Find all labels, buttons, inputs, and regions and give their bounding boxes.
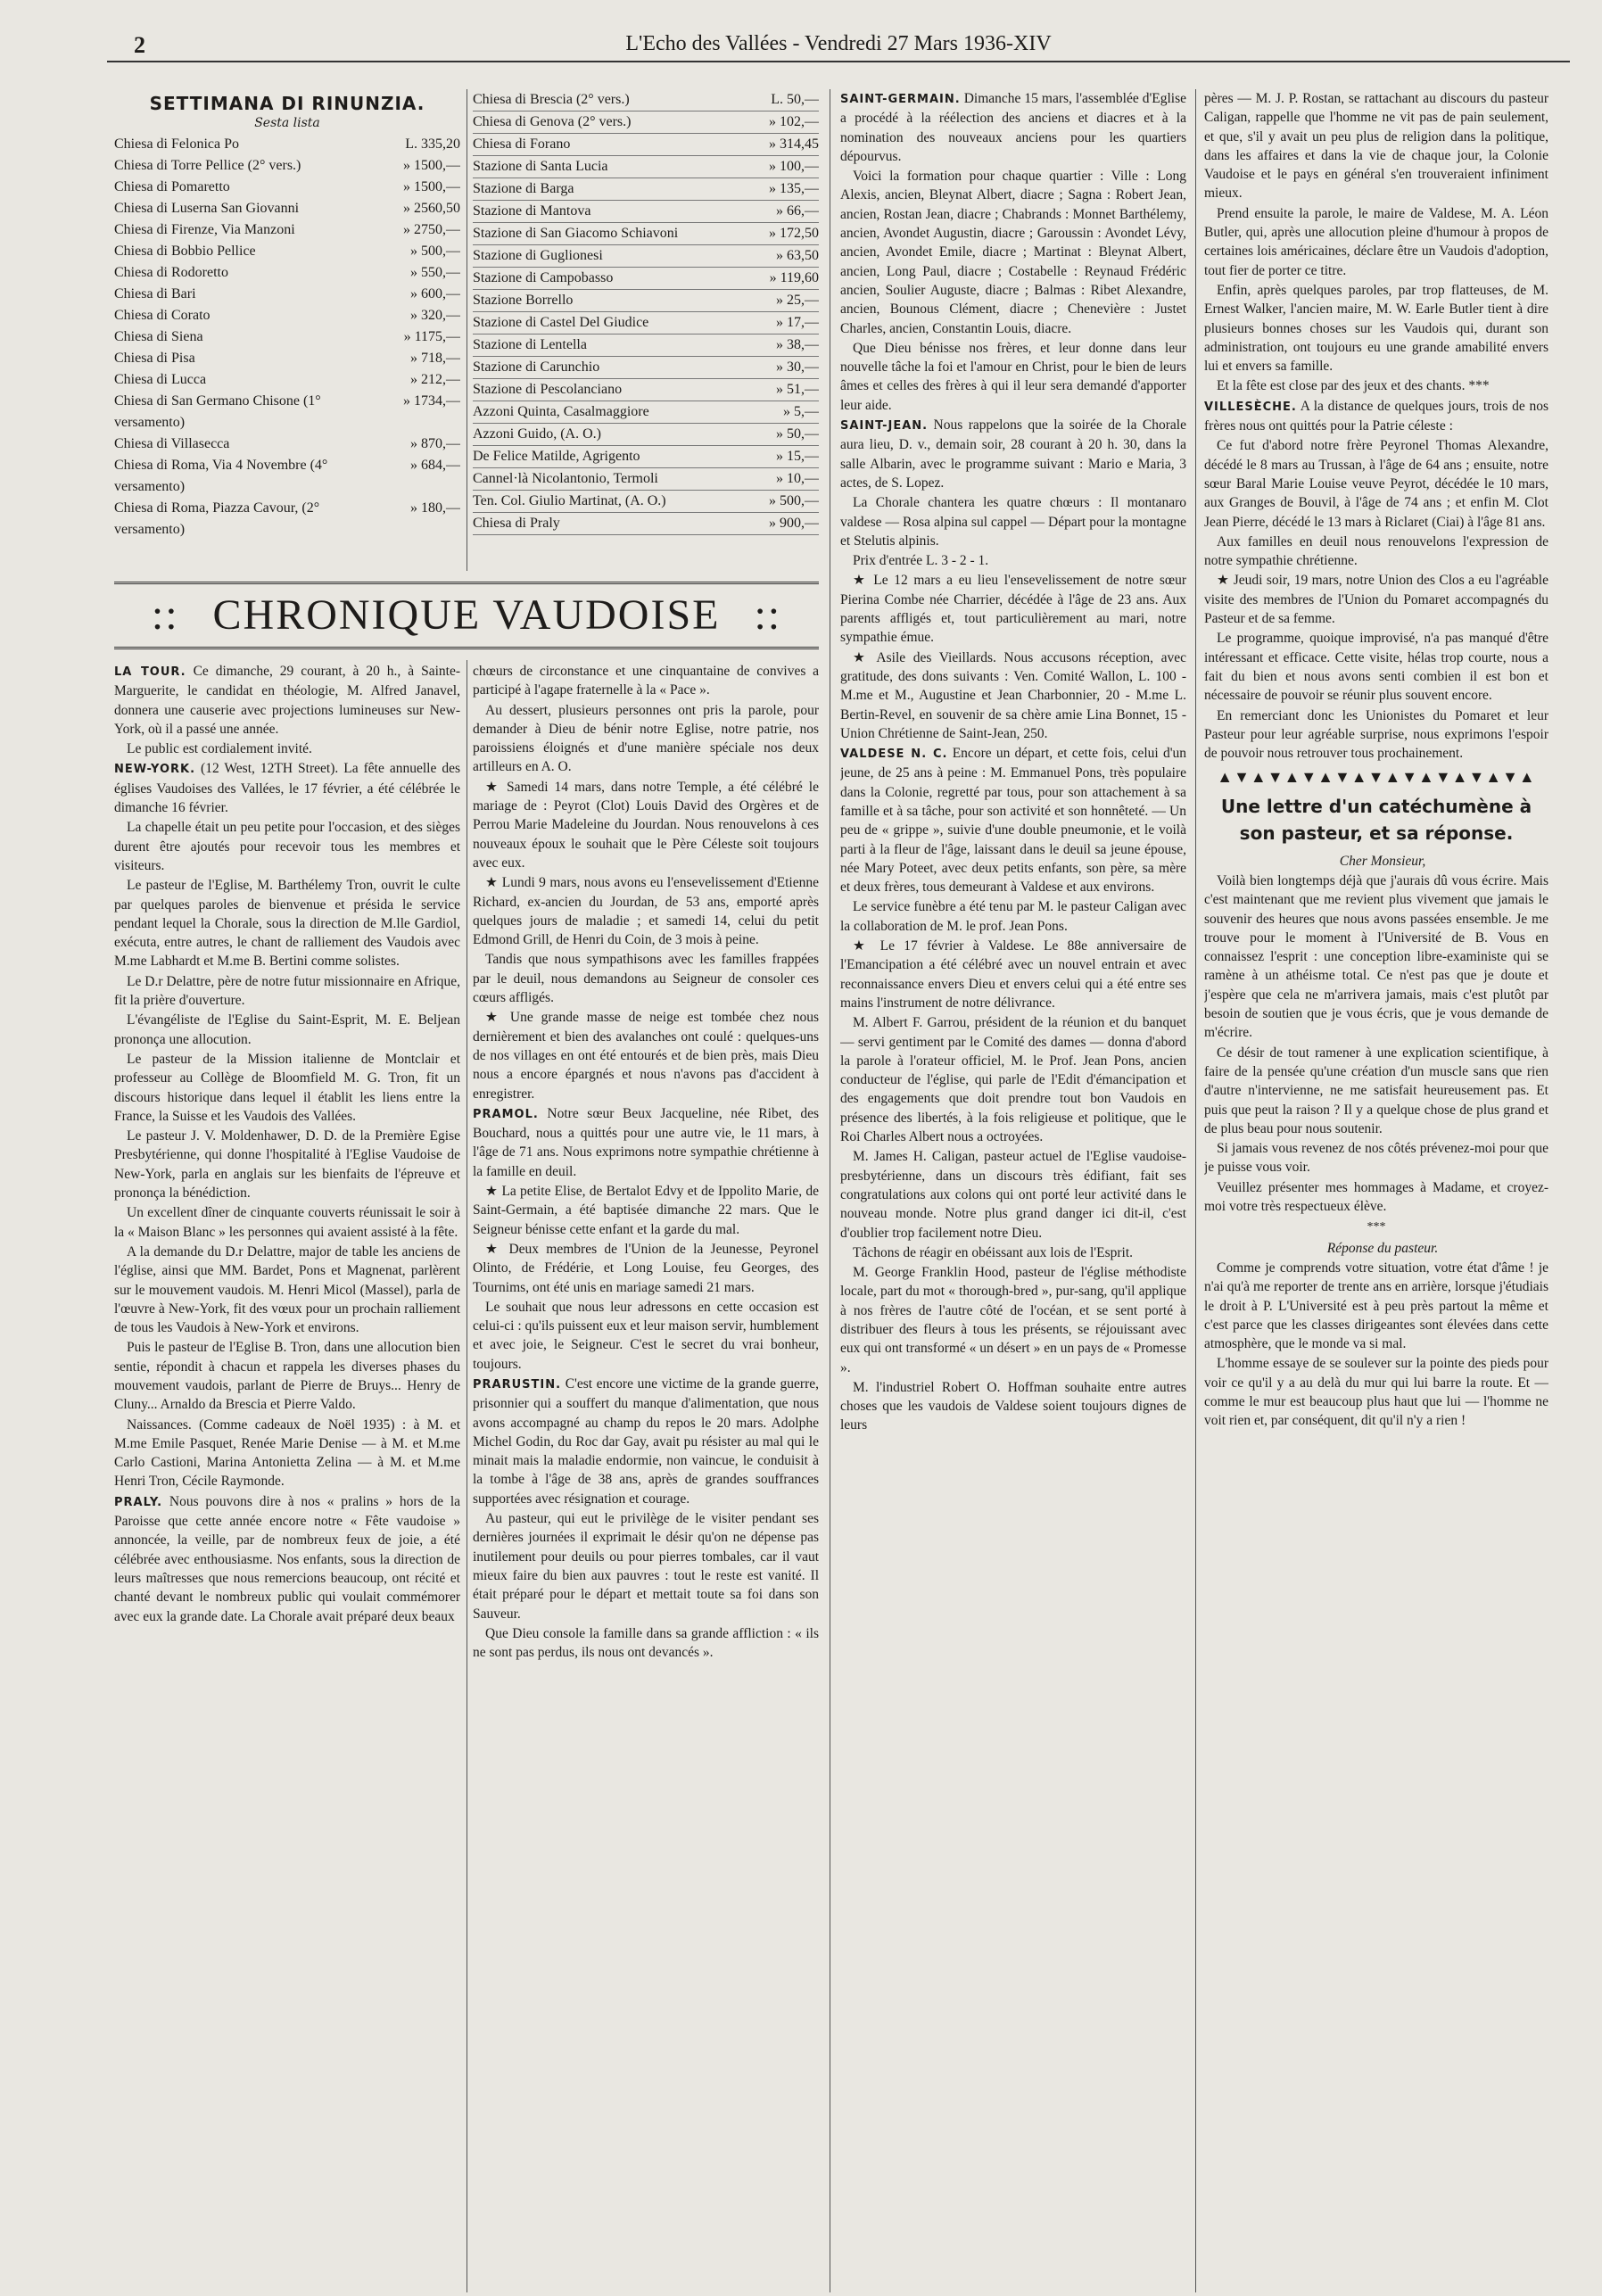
ledger-row — [473, 424, 819, 446]
ledger-amount: » 718,— — [410, 351, 460, 366]
ledger-amount: » 119,60 — [769, 270, 819, 285]
article-text: Nous pouvons dire à nos « pralins » hors de la Paroisse que cette année encore notre « Fête vaudoise » annoncée, la veille, par de nombreux feux de joie, a été célébrée avec enthousiasme. Nos enfants, sous la direction de leurs maîtresses que nous remercions beaucoup, ont récité et chanté devant le nombreux public qui voulait commémorer avec eux la grande date. La Chorale avait préparé deux beaux — [114, 1493, 460, 1624]
letter-paragraph: Comme je comprends votre situation, votre état d'âme ! je n'ai qu'à me reporter de trente ans en arrière, lorsque j'étudiais le droit à P. L'Université est à peu près partout la même et c'est parce que les classes dirigeantes sont élevées dans cette atmosphère, que le monde va si mal. — [1204, 1259, 1548, 1352]
section-stars: *** — [1367, 1220, 1386, 1235]
article-paragraph — [473, 701, 819, 777]
article-text: Enfin, après quelques paroles, par trop flatteuses, de M. Ernest Walker, l'ancien maire, M. W. Earle Butler tient à dire plusieurs bonnes choses sur les Vaudois qui, durant son administration, ont toujours eu une grande amabilité envers lui et envers sa famille. — [1204, 282, 1548, 375]
article-paragraph — [840, 551, 1186, 570]
ledger-row — [473, 357, 819, 379]
article-paragraph — [473, 1375, 819, 1508]
article-paragraph — [114, 1011, 460, 1049]
article-column-1 — [114, 662, 460, 2294]
column-4-news — [1204, 89, 1548, 763]
article-paragraph — [1204, 629, 1548, 705]
ledger-amount: » 66,— — [776, 203, 819, 219]
ledger-row — [473, 178, 819, 201]
article-paragraph — [1204, 706, 1548, 764]
reponse-title: Réponse du pasteur. — [1326, 1240, 1439, 1256]
ledger-label: Chiesa di San Germano Chisone (1° versamento) — [114, 393, 321, 430]
article-text: (12 West, 12TH Street). La fête annuelle des églises Vaudoises des Vallées, le 17 février, a été célébrée le dimanche 16 février. — [114, 761, 460, 816]
article-text: Le public est cordialement invité. — [127, 741, 312, 757]
ledger-label: Azzoni Quinta, Casalmaggiore — [473, 404, 649, 419]
ledger-amount: » 135,— — [769, 181, 819, 196]
ledger-label: Azzoni Guido, (A. O.) — [473, 426, 601, 442]
article-text: Que Dieu console la famille dans sa grande affliction : « ils ne sont pas perdus, ils nous ont devancés ». — [473, 1625, 819, 1661]
article-paragraph — [840, 1147, 1186, 1242]
article-paragraph — [114, 1050, 460, 1126]
article-heading: PRAMOL. — [473, 1107, 539, 1121]
article-paragraph — [114, 818, 460, 875]
ledger-label: Stazione di Carunchio — [473, 359, 600, 375]
ledger-amount: » 38,— — [776, 337, 819, 352]
ledger-label: Chiesa di Luserna San Giovanni — [114, 201, 300, 216]
article-text: ★ Jeudi soir, 19 mars, notre Union des Clos a eu l'agréable visite des membres de l'Union du Pomaret accompagnés du Pasteur et de sa femme. — [1204, 573, 1548, 627]
article-paragraph — [840, 339, 1186, 415]
article-paragraph — [114, 1127, 460, 1202]
article-text: Prend ensuite la parole, le maire de Valdese, M. A. Léon Butler, qui, après une allocution pleine d'humour à propos de certaines lois américaines, déclare être un Vaudois d'adoption, tout fier de porter ce titre. — [1204, 205, 1548, 278]
ledger-row — [114, 241, 460, 262]
article-paragraph — [1204, 533, 1548, 571]
article-paragraph — [1204, 376, 1548, 395]
article-paragraph — [1204, 204, 1548, 280]
article-paragraph — [840, 937, 1186, 1012]
ledger-amount: » 30,— — [776, 359, 819, 375]
settimana-ledger-right-wrap — [473, 89, 819, 575]
ledger-label: Chiesa di Lucca — [114, 372, 207, 387]
ledger-label: Chiesa di Roma, Piazza Cavour, (2° versamento) — [114, 500, 320, 537]
article-paragraph — [840, 897, 1186, 936]
article-paragraph — [1204, 571, 1548, 628]
article-text: Voici la formation pour chaque quartier : Ville : Long Alexis, ancien, Bleynat Albert, diacre ; Sagna : Robert Jean, ancien, Rostan Jean, diacre ; Chabrands : Monnet Barthélemy, ancien, Avondet Augustin, diacre ; Garoussin : Avondet Lévy, ancien, Avondet Emile, diacre ; Martinat : Bleynat Albert, ancien, Long Paul, diacre ; Costabelle : Reynaud Frédéric ancien, Soulier Auguste, diacre ; Balmas : Ribet Alexandre, ancien, Bounous Clément, diacre ; Chenevière : Justet Charles, ancien, Constantin Louis, diacre. — [840, 169, 1186, 336]
ledger-row — [114, 284, 460, 305]
ledger-label: Chiesa di Felonica Po — [114, 136, 239, 152]
ledger-row — [473, 156, 819, 178]
settimana-section — [114, 89, 460, 575]
ledger-label: Chiesa di Brescia (2° vers.) — [473, 92, 630, 107]
ledger-row — [114, 155, 460, 177]
article-text: Aux familles en deuil nous renouvelons l'expression de notre sympathie chrétienne. — [1204, 533, 1548, 569]
article-text: Ce fut d'abord notre frère Peyronel Thomas Alexandre, décédé le 8 mars au Trussan, à l'âge de 64 ans ; ensuite, notre sœur Baral Marie Louise veuve Peyrot, décédée le 10 mars, aux Granges de Bouvil, à l'âge de 74 ans ; et enfin M. Clot Jean Pierre, décédé le 13 mars à Riclaret (Ciai) à l'âge 81 ans. — [1204, 438, 1548, 530]
article-paragraph — [473, 1509, 819, 1623]
ledger-amount: » 212,— — [410, 372, 460, 387]
article-paragraph — [473, 1008, 819, 1103]
article-paragraph — [840, 416, 1186, 492]
article-paragraph — [114, 739, 460, 758]
ledger-row — [473, 491, 819, 513]
article-paragraph — [1204, 89, 1548, 203]
ledger-row — [114, 177, 460, 198]
ledger-amount: » 320,— — [410, 308, 460, 323]
article-text: Un excellent dîner de cinquante couverts réunissait le soir à la « Maison Blanc » les personnes qui avaient assisté à la fête. — [114, 1205, 460, 1240]
article-paragraph — [840, 89, 1186, 166]
ledger-label: Chiesa di Bobbio Pellice — [114, 244, 256, 259]
ledger-label: Chiesa di Torre Pellice (2° vers.) — [114, 158, 301, 173]
article-paragraph — [114, 759, 460, 817]
settimana-ledger-right — [473, 89, 819, 535]
ornament-divider: ▲▼▲▼▲▼▲▼▲▼▲▼▲▼▲▼▲▼▲ — [1217, 768, 1536, 787]
ledger-amount: » 500,— — [410, 244, 460, 259]
ledger-row — [114, 198, 460, 219]
ledger-amount: » 550,— — [410, 265, 460, 280]
article-paragraph — [1204, 281, 1548, 376]
ledger-amount: » 2560,50 — [403, 201, 460, 216]
lettre-body — [1204, 871, 1548, 1216]
article-text: M. George Franklin Hood, pasteur de l'église méthodiste locale, part du mot « thorough-bred », pur-sang, qu'il applique à nos frères de l'autre côté de l'océan, et se sent porté à distribuer des fleurs à tous les présents, se réjouissant avec eux qui ont transformé « un désert » en un pays de « Promesse ». — [840, 1265, 1186, 1375]
article-text: C'est encore une victime de la grande guerre, prisonnier qui a souffert du manque d'alimentation, que nous avons accompagné au champ du repos le 20 mars. Adolphe Michel Godin, du Roc dar Gay, avait pu résister au mal qui le minait mais la maladie endormie, non vaincue, le conduisit à la tombe à l'âge de 38 ans, après de grandes souffrances supportées avec résignation et courage. — [473, 1375, 819, 1507]
ledger-label: Stazione di Campobasso — [473, 270, 614, 285]
article-text: A la demande du D.r Delattre, major de table les anciens de l'église, ainsi que MM. Bardet, Pons et Magnenat, parlèrent sur le mouvement vaudois. M. Henri Micol (Massel), parla de l'œuvre à New-York, fit des vœux pour un prochain ralliement de tous les Vaudois à New-York et environs. — [114, 1243, 460, 1336]
article-paragraph — [840, 744, 1186, 896]
ledger-label: Chiesa di Villasecca — [114, 436, 230, 451]
article-text: Tandis que nous sympathisons avec les familles frappées par le deuil, nous demandons au Seigneur de consoler ces cœurs affligés. — [473, 952, 819, 1006]
settimana-title: SETTIMANA DI RINUNZIA. — [149, 93, 425, 114]
ledger-label: Chiesa di Rodoretto — [114, 265, 228, 280]
banner-left-mark: :: — [151, 591, 179, 639]
ledger-label: Stazione di San Giacomo Schiavoni — [473, 226, 679, 241]
ledger-amount: » 1500,— — [403, 158, 460, 173]
ledger-amount: » 2750,— — [403, 222, 460, 237]
article-paragraph — [840, 648, 1186, 743]
ledger-amount: » 600,— — [410, 286, 460, 301]
ledger-row — [473, 334, 819, 357]
article-paragraph — [840, 1263, 1186, 1377]
ledger-amount: » 102,— — [769, 114, 819, 129]
ledger-row — [114, 262, 460, 284]
ledger-label: Chiesa di Firenze, Via Manzoni — [114, 222, 295, 237]
ledger-amount: » 10,— — [776, 471, 819, 486]
article-text: Le pasteur de l'Eglise, M. Barthélemy Tron, ouvrit le culte par quelques paroles de bienvenue et présida le service pendant lequel la Chorale, sous la direction de M.lle Gardiol, exécuta, entre autres, le chant de ralliement des Vaudois avec M.me Labhardt et M.me B. Bertini comme solistes. — [114, 878, 460, 970]
ledger-amount: » 63,50 — [776, 248, 819, 263]
page-number: 2 — [134, 32, 145, 58]
article-text: La Chorale chantera les quatre chœurs : Il montanaro valdese — Rosa alpina sul cappel — Départ pour la montagne et Stelutis alpinis. — [840, 495, 1186, 549]
ledger-label: Stazione di Barga — [473, 181, 574, 196]
ledger-amount: » 684,— — [410, 458, 460, 473]
ledger-amount: » 870,— — [410, 436, 460, 451]
article-paragraph — [840, 167, 1186, 338]
ledger-label: Stazione di Santa Lucia — [473, 159, 608, 174]
ledger-row — [473, 201, 819, 223]
banner-title: CHRONIQUE VAUDOISE — [212, 591, 721, 639]
ledger-row — [114, 391, 460, 434]
ledger-row — [114, 326, 460, 348]
article-paragraph — [114, 1492, 460, 1626]
ledger-amount: » 500,— — [769, 493, 819, 508]
ledger-amount: » 50,— — [776, 426, 819, 442]
article-column-2 — [473, 662, 819, 2294]
article-text: Notre sœur Beux Jacqueline, née Ribet, des Bouchard, nous a quittés pour une autre vie, le 11 mars, à l'âge de 71 ans. Nous exprimons notre sympathie chrétienne à la famille en deuil. — [473, 1105, 819, 1179]
article-paragraph — [840, 1013, 1186, 1146]
article-text: M. James H. Caligan, pasteur actuel de l'Eglise vaudoise-presbytérienne, dans un discours très édifiant, fait ses congratulations aux colons qui ont porté leur activité dans le nouveau monde. Notre plus grand danger ici dit-il, c'est d'oublier trop facilement notre Dieu. — [840, 1149, 1186, 1241]
article-paragraph — [473, 1182, 819, 1239]
article-text: L'évangéliste de l'Eglise du Saint-Esprit, M. E. Beljean prononça une allocution. — [114, 1012, 460, 1047]
article-paragraph — [473, 1298, 819, 1374]
ledger-label: Stazione di Mantova — [473, 203, 591, 219]
ledger-amount: L. 335,20 — [405, 136, 460, 152]
newspaper-title: L'Echo des Vallées - Vendredi 27 Mars 1936-XIV — [625, 32, 1052, 55]
article-heading: NEW-YORK. — [114, 763, 196, 777]
article-text: Et la fête est close par des jeux et des chants. *** — [1217, 378, 1490, 394]
ledger-row — [114, 455, 460, 498]
letter-paragraph: Si jamais vous revenez de nos côtés prévenez-moi pour que je puisse vous voir. — [1204, 1141, 1548, 1176]
ledger-label: Chiesa di Corato — [114, 308, 211, 323]
article-text: Puis le pasteur de l'Eglise B. Tron, dans une allocution bien sentie, répondit à chacun et rappela les diverses phases du mouvement vaudois, parlant de Pierre de Bruys... Henry de Cluny... Arnaldo da Brescia et Pierre Valdo. — [114, 1340, 460, 1413]
article-paragraph — [114, 1243, 460, 1337]
article-paragraph — [840, 1243, 1186, 1262]
column-rule — [1195, 89, 1196, 2292]
ledger-label: Chiesa di Forano — [473, 136, 571, 152]
settimana-ledger-left — [114, 134, 460, 541]
ledger-label: Chiesa di Pomaretto — [114, 179, 230, 194]
article-text: Encore un départ, et cette fois, celui d'un jeune, de 25 ans à peine : M. Emmanuel Pons, très populaire dans la Colonie, regretté par tous, pour son attachement à sa famille et à sa tâche, pour son activité et son honnêteté. — Un peu de « grippe », suivie d'une double pneumonie, et le voilà parti à la fleur de l'âge, laissant dans le deuil sa jeune épouse, née Mary Poteet, avec deux petits enfants, son père, sa mère et deux frères, tous demeurant à Valdese et aux environs. — [840, 746, 1186, 896]
article-heading: PRALY. — [114, 1495, 163, 1509]
ledger-row — [473, 89, 819, 111]
ledger-label: Chiesa di Praly — [473, 516, 560, 531]
article-text: Le programme, quoique improvisé, n'a pas manqué d'être intéressant et efficace. Cette visite, hélas trop courte, nous a fait du bien et nous avons senti combien il est bon et nécessaire de pouvoir se réunir plus souvent encore. — [1204, 631, 1548, 704]
article-paragraph — [473, 778, 819, 872]
letter-paragraph: Voilà bien longtemps déjà que j'aurais dû vous écrire. Mais c'est maintenant que me revient plus vivement que jamais le souvenir des heures que nous avons passées ensemble. Je me trouve pour le moment à l'Université de B. Vous en connaissez l'esprit : une conception libre-exaministe qui se ramène à un athéisme total. Ce n'est pas que je doute et j'espère que cela ne m'arrivera jamais, mais c'est plutôt par besoin de soutien que je vous écris, que je vous demande de m'écrire. — [1204, 872, 1548, 1041]
ledger-row — [473, 134, 819, 156]
article-paragraph — [114, 662, 460, 739]
ledger-amount: » 1734,— — [403, 393, 460, 409]
article-text: ★ Une grande masse de neige est tombée chez nous dernièrement et bien des avalanches ont coulé : quelques-uns de nos villages en ont été entourés et de bien près, mais Dieu nous a encore épargnés et nous n'avons pas d'accident à enregistrer. — [473, 1010, 819, 1102]
article-paragraph — [473, 950, 819, 1007]
article-text: pères — M. J. P. Rostan, se rattachant au discours du pasteur Caligan, rappelle que l'homme ne vit pas de pain seulement, et que, s'il y avait un peu plus de religion dans la politique, dans les affaires et dans la vie de chaque jour, la Colonie Vaudoise et le pays en général s'en trouveraient infiniment mieux. — [1204, 91, 1548, 202]
article-paragraph — [473, 1104, 819, 1181]
article-text: Naissances. (Comme cadeaux de Noël 1935) : à M. et M.me Emile Pasquet, Renée Marie Denise — à M. et M.me Carlo Castioni, Marina Antonietta Zelina — à M. et M.me Henri Tron, Cécile Raymonde. — [114, 1416, 460, 1490]
ledger-label: De Felice Matilde, Agrigento — [473, 449, 640, 464]
article-text: Ce dimanche, 29 courant, à 20 h., à Sainte-Marguerite, le candidat en théologie, M. Alfred Janavel, donnera une causerie avec projections lumineuses sur New-York, où il a passé une année. — [114, 664, 460, 737]
ledger-amount: » 25,— — [776, 293, 819, 308]
letter-paragraph: L'homme essaye de se soulever sur la pointe des pieds pour voir ce qu'il y a au delà du mur qui lui barre la route. Et — comme le mur est beaucoup plus haut que lui — l'homme ne voit rien et, par conséquent, dit qu'il n'y a rien ! — [1204, 1356, 1548, 1429]
ledger-amount: » 51,— — [776, 382, 819, 397]
reponse-body — [1204, 1259, 1548, 1431]
ledger-label: Stazione di Pescolanciano — [473, 382, 623, 397]
ledger-amount: » 100,— — [769, 159, 819, 174]
letter-paragraph: Veuillez présenter mes hommages à Madame, et croyez-moi votre très respectueux élève. — [1204, 1179, 1548, 1215]
ledger-row — [473, 401, 819, 424]
article-paragraph — [473, 1624, 819, 1663]
ledger-row — [473, 446, 819, 468]
article-text: Tâchons de réagir en obéissant aux lois de l'Esprit. — [853, 1244, 1133, 1260]
article-paragraph — [114, 876, 460, 970]
article-text: ★ Le 17 février à Valdese. Le 88e anniversaire de l'Emancipation a été célébré avec un nouvel entrain et avec reconnaissance envers Dieu et envers celui qui a été entre ses mains l'instrument de notre délivrance. — [840, 938, 1186, 1011]
article-text: M. Albert F. Garrou, président de la réunion et du banquet — servi gentiment par le Comité des dames — donna d'abord la parole à l'orateur officiel, M. le Prof. Jean Pons, ancien conducteur de l'église, qui parle de l'Edit d'émancipation et des engagements que doit prendre tout bon Vaudois en présence des libertés, à la fois religieuse et politique, que le Roi Charles Albert nous a octroyées. — [840, 1015, 1186, 1145]
ledger-row — [114, 498, 460, 541]
article-text: ★ Samedi 14 mars, dans notre Temple, a été célébré le mariage de : Peyrot (Clot) Louis David des Orgères et de Perrou Marie Madeleine du Jourdan. Nous renouvelons à ces nouveaux époux le souhait que le Père Céleste soit toujours avec eux. — [473, 779, 819, 871]
article-paragraph — [473, 873, 819, 949]
ledger-amount: » 180,— — [410, 500, 460, 516]
article-text: Le pasteur J. V. Moldenhawer, D. D. de la Première Egise Presbytérienne, qui donne l'hospitalité à l'Eglise Vaudoise de New-York, parla en anglais sur les bienfaits de l'épreuve et prononça la bénédiction. — [114, 1128, 460, 1202]
ledger-amount: » 1500,— — [403, 179, 460, 194]
ledger-row — [473, 245, 819, 268]
ledger-row — [473, 513, 819, 535]
ledger-label: Chiesa di Bari — [114, 286, 196, 301]
article-paragraph — [114, 1203, 460, 1242]
ledger-row — [114, 219, 460, 241]
ledger-amount: » 314,45 — [769, 136, 819, 152]
article-text: Le service funèbre a été tenu par M. le pasteur Caligan avec la collaboration de M. le prof. Jean Pons. — [840, 899, 1186, 934]
ledger-row — [114, 348, 460, 369]
article-text: En remerciant donc les Unionistes du Pomaret et leur Pasteur pour leur agréable surprise, nous exprimons l'espoir de pouvoir nous retrouver tous prochainement. — [1204, 707, 1548, 762]
chronique-banner — [114, 582, 819, 649]
article-text: M. l'industriel Robert O. Hoffman souhaite entre autres choses que les vaudois de Valdese soient toujours dignes de leurs — [840, 1379, 1186, 1433]
lettre-title: Une lettre d'un catéchumène à son pasteur, et sa réponse. — [1220, 795, 1532, 844]
article-heading: SAINT-JEAN. — [840, 419, 929, 434]
article-text: ★ Le 12 mars a eu lieu l'ensevelissement de notre sœur Pierina Combe née Charrier, décédée à l'âge de 23 ans. Aux parents affligés et, tout particulièrement au mari, notre sympathie émue. — [840, 573, 1186, 646]
lettre-salutation: Cher Monsieur, — [1339, 853, 1426, 869]
ledger-row — [473, 111, 819, 134]
article-heading: VILLESÈCHE. — [1204, 400, 1297, 414]
article-text: chœurs de circonstance et une cinquantaine de convives a participé à l'agape fraternelle à la « Pace ». — [473, 664, 819, 698]
ledger-label: Ten. Col. Giulio Martinat, (A. O.) — [473, 493, 666, 508]
ledger-amount: » 17,— — [776, 315, 819, 330]
ledger-label: Cannel·là Nicolantonio, Termoli — [473, 471, 658, 486]
article-paragraph — [840, 571, 1186, 647]
ledger-label: Chiesa di Siena — [114, 329, 203, 344]
ledger-label: Stazione di Guglionesi — [473, 248, 603, 263]
settimana-subtitle: Sesta lista — [254, 116, 320, 130]
article-text: Au pasteur, qui eut le privilège de le visiter pendant ses dernières journées il exprimait le désir qu'on ne dépense pas inutilement pour deuils ou pour pierres tombales, car il vaut mieux faire du bien aux pauvres : tout le reste est vanité. Il était préparé pour le départ et mettait toute sa foi dans son Sauveur. — [473, 1511, 819, 1622]
article-heading: VALDESE N. C. — [840, 747, 948, 762]
article-column-4 — [1204, 89, 1548, 2292]
article-text: ★ Asile des Vieillards. Nous accusons réception, avec gratitude, des dons suivants : Ven. Comité Wallon, L. 100 - M.me et M., Augustine et Jean Charbonnier, 20 - M.me L. Bertin-Revel, en souvenir de sa chère amie Lina Bonnet, 15 - Union Chrétienne de Saint-Jean, 250. — [840, 649, 1186, 741]
ledger-amount: » 5,— — [783, 404, 819, 419]
article-text: A la distance de quelques jours, trois de nos frères nous ont quittés pour la Patrie céleste : — [1204, 398, 1548, 434]
banner-right-mark: :: — [754, 591, 782, 639]
article-paragraph — [840, 1378, 1186, 1435]
ledger-row — [473, 268, 819, 290]
article-paragraph — [114, 1416, 460, 1491]
article-text: Le pasteur de la Mission italienne de Montclair et professeur au Collège de Bloomfield M. G. Tron, fit un discours historique dans lequel il établit les liens entre la France, la Suisse et les Vaudois des Vallées. — [114, 1051, 460, 1124]
ledger-row — [114, 305, 460, 326]
article-paragraph — [840, 493, 1186, 550]
article-paragraph — [473, 662, 819, 700]
article-text: Au dessert, plusieurs personnes ont pris la parole, pour demander à Dieu de bénir notre Eglise, notre patrie, nos paroissiens éloignés et d'une manière spéciale nos deux artilleurs en A. O. — [473, 702, 819, 775]
article-text: ★ Deux membres de l'Union de la Jeunesse, Peyronel Olinto, de Frédérie, et Long Louise, feu Georges, des Tournims, ont été unis en mariage samedi 21 mars. — [473, 1241, 819, 1295]
article-paragraph — [114, 972, 460, 1011]
ledger-amount: » 900,— — [769, 516, 819, 531]
article-text: Le D.r Delattre, père de notre futur missionnaire en Afrique, fit la prière d'ouverture. — [114, 973, 460, 1009]
ledger-label: Chiesa di Genova (2° vers.) — [473, 114, 632, 129]
article-text: Le souhait que nous leur adressons en cette occasion est celui-ci : qu'ils puissent eux et leur maison servir, humblement et avec joie, le Seigneur. C'est le secret du vrai bonheur, toujours. — [473, 1299, 819, 1372]
ledger-label: Stazione di Castel Del Giudice — [473, 315, 649, 330]
ledger-amount: L. 50,— — [771, 92, 819, 107]
page-header — [107, 30, 1570, 62]
ledger-row — [473, 379, 819, 401]
article-text: Prix d'entrée L. 3 - 2 - 1. — [853, 553, 989, 569]
ledger-row — [114, 134, 460, 155]
article-paragraph — [473, 1240, 819, 1297]
ledger-row — [473, 312, 819, 334]
article-column-3 — [840, 89, 1186, 2292]
article-heading: LA TOUR. — [114, 665, 186, 679]
article-text: Nous rappelons que la soirée de la Chorale aura lieu, D. v., demain soir, 28 courant à 20 h. 30, dans la salle Albarin, avec le programme suivant : Mario e Maria, 3 actes, de S. Lopez. — [840, 417, 1186, 491]
letter-paragraph: Ce désir de tout ramener à une explication scientifique, à faire de la pensée qu'une création d'un muscle sans que rien d'autre n'intervienne, ne me satisfait heureusement pas. Et puis que peut la raison ? Il y a quelque chose de plus grand et de plus beau pour nous soutenir. — [1204, 1045, 1548, 1136]
article-text: Dimanche 15 mars, l'assemblée d'Eglise a procédé à la réélection des anciens et diacres et à la nomination des nouveaux anciens pour les quartiers dépourvus. — [840, 91, 1186, 164]
ledger-amount: » 1175,— — [403, 329, 460, 344]
ledger-row — [114, 369, 460, 391]
article-heading: PRARUSTIN. — [473, 1377, 562, 1392]
ledger-row — [114, 434, 460, 455]
article-paragraph — [114, 1338, 460, 1414]
ledger-amount: » 172,50 — [769, 226, 819, 241]
article-paragraph — [1204, 397, 1548, 436]
article-heading: SAINT-GERMAIN. — [840, 93, 961, 106]
article-text: ★ Lundi 9 mars, nous avons eu l'ensevelissement d'Etienne Richard, ex-ancien du Jourdan, de 53 ans, emporté après quelques jours de maladie ; et samedi 14, celui du petit Edmond Grill, de Henri du Coin, de 3 mois à peine. — [473, 875, 819, 948]
ledger-row — [473, 290, 819, 312]
ledger-row — [473, 223, 819, 245]
ledger-label: Stazione di Lentella — [473, 337, 587, 352]
article-text: La chapelle était un peu petite pour l'occasion, et des sièges durent être ajoutés pour recevoir tous les membres et visiteurs. — [114, 820, 460, 873]
ledger-row — [473, 468, 819, 491]
ledger-label: Chiesa di Roma, Via 4 Novembre (4° versamento) — [114, 458, 328, 494]
ledger-amount: » 15,— — [776, 449, 819, 464]
ledger-label: Chiesa di Pisa — [114, 351, 195, 366]
article-text: ★ La petite Elise, de Bertalot Edvy et de Ippolito Marie, de Saint-Germain, a été baptisée dimanche 22 mars. Que le Seigneur bénisse cette enfant et la garde du mal. — [473, 1184, 819, 1237]
article-paragraph — [1204, 436, 1548, 531]
article-text: Que Dieu bénisse nos frères, et leur donne dans leur nouvelle tâche la foi et l'amour en Christ, pour le bien de leurs âmes et celles des frères à qui il leur sera demandé d'apporter leur aide. — [840, 340, 1186, 413]
ledger-label: Stazione Borrello — [473, 293, 574, 308]
